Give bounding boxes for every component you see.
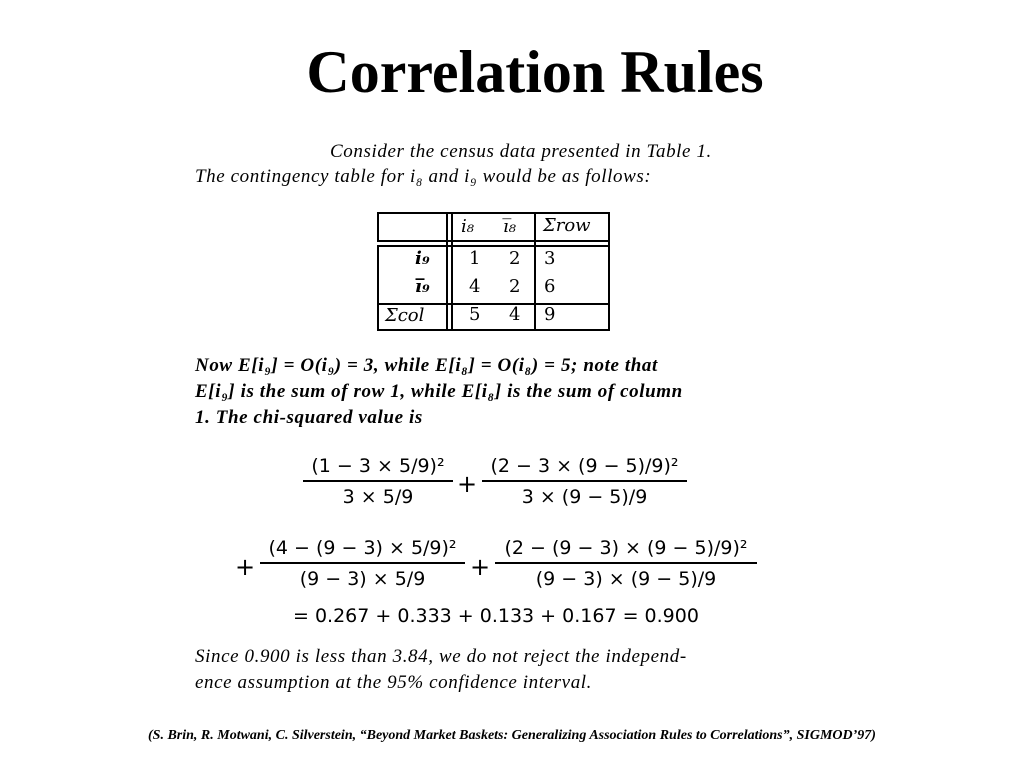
- intro-line-1: Consider the census data presented in Table 1.: [330, 141, 712, 162]
- row-label-not-i9: i̅₉: [415, 276, 430, 297]
- explanation-line-1: Now E[i₉] = O(i₉) = 3, while E[i₈] = O(i₈) = 5; note that: [195, 355, 658, 376]
- col-header-not-i8: i̅₈: [503, 216, 516, 237]
- table-cell: 2: [509, 248, 521, 269]
- slide-title: Correlation Rules: [306, 39, 764, 105]
- term-1-numerator: (1 − 3 × 5/9)²: [311, 455, 445, 477]
- term-4-numerator: (2 − (9 − 3) × (9 − 5)/9)²: [504, 537, 748, 559]
- term-2-numerator: (2 − 3 × (9 − 5)/9)²: [490, 455, 679, 477]
- row-label-sum-col: Σcol: [385, 305, 425, 326]
- fraction-term-2: [482, 455, 687, 508]
- term-2-denominator: 3 × (9 − 5)/9: [521, 486, 648, 508]
- term-1-denominator: 3 × 5/9: [342, 486, 414, 508]
- table-cell: 6: [544, 276, 556, 297]
- table-cell: 4: [509, 304, 521, 325]
- explanation-line-3: 1. The chi-squared value is: [195, 407, 423, 428]
- citation: (S. Brin, R. Motwani, C. Silverstein, “Beyond Market Baskets: Generalizing Association Rules to Correlations”, SIGMOD’97): [148, 728, 876, 743]
- term-3-denominator: (9 − 3) × 5/9: [299, 568, 426, 590]
- table-cell: 1: [469, 248, 481, 269]
- table-cell: 9: [544, 304, 556, 325]
- conclusion-line-2: ence assumption at the 95% confidence interval.: [195, 672, 593, 693]
- plus-sign: +: [470, 553, 491, 581]
- table-cell: 4: [469, 276, 481, 297]
- term-3-numerator: (4 − (9 − 3) × 5/9)²: [268, 537, 457, 559]
- plus-sign: +: [457, 470, 478, 498]
- term-4-denominator: (9 − 3) × (9 − 5)/9: [535, 568, 717, 590]
- plus-sign: +: [235, 553, 256, 581]
- intro-line-2: The contingency table for i₈ and i₉ would be as follows:: [195, 166, 652, 187]
- row-label-i9: i₉: [415, 248, 430, 269]
- fraction-term-1: [303, 455, 453, 508]
- formula-result: = 0.267 + 0.333 + 0.133 + 0.167 = 0.900: [293, 605, 699, 627]
- conclusion-line-1: Since 0.900 is less than 3.84, we do not reject the independ-: [195, 646, 687, 667]
- fraction-term-3: [260, 537, 465, 590]
- fraction-term-4: [495, 537, 757, 590]
- table-cell: 5: [469, 304, 481, 325]
- col-header-sum-row: Σrow: [543, 215, 591, 236]
- contingency-table: [377, 212, 610, 332]
- table-cell: 2: [509, 276, 521, 297]
- table-cell: 3: [544, 248, 556, 269]
- col-header-i8: i₈: [461, 216, 474, 237]
- explanation-line-2: E[i₉] is the sum of row 1, while E[i₈] is the sum of column: [195, 381, 683, 402]
